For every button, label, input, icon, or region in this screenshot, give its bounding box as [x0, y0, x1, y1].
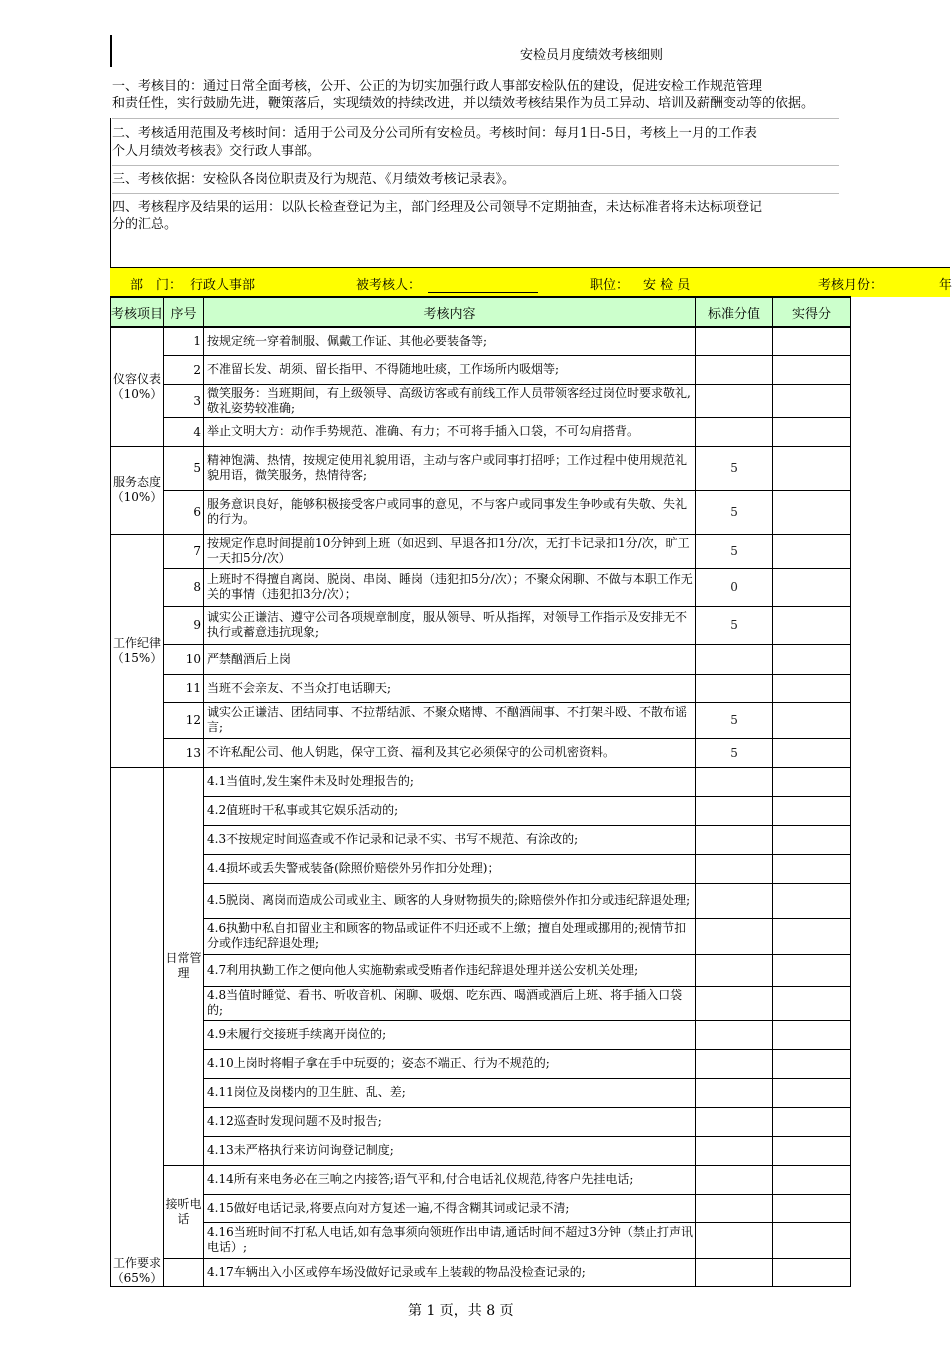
std-score: 5	[696, 534, 773, 568]
actual-score-cell[interactable]	[773, 674, 851, 702]
page-footer: 第 1 页，共 8 页	[408, 1303, 514, 1319]
assessee-label: 被考核人：	[356, 278, 422, 293]
std-score	[696, 674, 773, 702]
category-discipline: 工作纪律（15%）	[111, 534, 164, 767]
actual-score-cell[interactable]	[773, 490, 851, 534]
dept-label: 部 门：	[130, 278, 183, 293]
std-score	[696, 1194, 773, 1222]
row-no: 4	[164, 417, 204, 446]
row-content: 上班时不得擅自离岗、脱岗、串岗、睡岗（违犯扣5分/次）；不聚众闲聊、不做与本职工作无关的事情（违犯扣3分/次）；	[204, 568, 696, 606]
daily-item: 4.5脱岗、离岗而造成公司或业主、顾客的人身财物损失的;除赔偿外作扣分或违纪辞退处理;	[204, 883, 696, 918]
row-no: 11	[164, 674, 204, 702]
row-content: 诚实公正谦洁、团结同事、不拉帮结派、不聚众赌博、不酗酒闹事、不打架斗殴、不散布谣言;	[204, 702, 696, 738]
dept-value: 行政人事部	[190, 278, 256, 293]
assessment-table	[110, 296, 851, 1287]
row-content: 按规定统一穿着制服、佩戴工作证、其他必要装备等;	[204, 327, 696, 355]
header-std-score: 标准分值	[696, 297, 773, 327]
std-score	[696, 1165, 773, 1194]
page-title: 安检员月度绩效考核细则	[520, 48, 664, 63]
row-no: 6	[164, 490, 204, 534]
row-content: 举止文明大方：动作手势规范、准确、有力；不可将手插入口袋，不可勾肩搭背。	[204, 417, 696, 446]
row-no: 3	[164, 384, 204, 417]
intro-p2-line1: 二、考核适用范围及考核时间：适用于公司及分公司所有安检员。考核时间：每月1日-5日，考核上一月的工作表	[112, 126, 757, 141]
intro-separator	[112, 165, 839, 166]
header-actual-score: 实得分	[773, 297, 851, 327]
daily-item: 4.3不按规定时间巡查或不作记录和记录不实、书写不规范、有涂改的;	[204, 825, 696, 854]
actual-score-cell[interactable]	[773, 702, 851, 738]
actual-score-cell[interactable]	[773, 1258, 851, 1286]
actual-score-cell[interactable]	[773, 1078, 851, 1107]
intro-p4-line1: 四、考核程序及结果的运用：以队长检查登记为主，部门经理及公司领导不定期抽查，未达标准者将未达标项登记	[112, 200, 763, 215]
std-score	[696, 825, 773, 854]
intro-p3: 三、考核依据：安检队各岗位职责及行为规范、《月绩效考核记录表》。	[112, 172, 516, 187]
actual-score-cell[interactable]	[773, 918, 851, 954]
row-content: 按规定作息时间提前10分钟到上班（如迟到、早退各扣1分/次，无打卡记录扣1分/次，旷工一天扣5分/次）	[204, 534, 696, 568]
std-score	[696, 1078, 773, 1107]
std-score: 5	[696, 702, 773, 738]
daily-item: 4.4损坏或丢失警戒装备(除照价赔偿外另作扣分处理)；	[204, 854, 696, 883]
subcategory-daily: 日常管理	[164, 767, 204, 1165]
std-score	[696, 986, 773, 1020]
std-score: 5	[696, 490, 773, 534]
position-label: 职位：	[590, 278, 630, 293]
daily-item: 4.12巡查时发现问题不及时报告;	[204, 1107, 696, 1136]
actual-score-cell[interactable]	[773, 644, 851, 674]
std-score: 0	[696, 568, 773, 606]
top-vertical-rule	[110, 35, 112, 67]
intro-separator	[112, 118, 839, 119]
std-score	[696, 767, 773, 796]
month-label: 考核月份：	[818, 278, 884, 293]
phone-item: 4.14所有来电务必在三响之内接答;语气平和,付合电话礼仪规范,待客户先挂电话;	[204, 1165, 696, 1194]
info-bar	[110, 267, 950, 297]
actual-score-cell[interactable]	[773, 1136, 851, 1165]
actual-score-cell[interactable]	[773, 534, 851, 568]
std-score	[696, 883, 773, 918]
phone-item: 4.17车辆出入小区或停车场没做好记录或车上装载的物品没检查记录的;	[204, 1258, 696, 1286]
row-no: 7	[164, 534, 204, 568]
actual-score-cell[interactable]	[773, 568, 851, 606]
actual-score-cell[interactable]	[773, 1107, 851, 1136]
intro-left-border	[110, 118, 111, 268]
actual-score-cell[interactable]	[773, 986, 851, 1020]
category-appearance: 仪容仪表（10%）	[111, 327, 164, 446]
std-score	[696, 918, 773, 954]
daily-item: 4.1当值时,发生案件未及时处理报告的;	[204, 767, 696, 796]
actual-score-cell[interactable]	[773, 417, 851, 446]
header-content: 考核内容	[204, 297, 696, 327]
actual-score-cell[interactable]	[773, 355, 851, 384]
actual-score-cell[interactable]	[773, 327, 851, 355]
std-score	[696, 1107, 773, 1136]
row-no: 13	[164, 738, 204, 767]
daily-item: 4.10上岗时将帽子拿在手中玩耍的；姿态不端正、行为不规范的;	[204, 1049, 696, 1078]
daily-item: 4.13未严格执行来访问询登记制度;	[204, 1136, 696, 1165]
std-score	[696, 417, 773, 446]
year-suffix: 年	[939, 278, 952, 293]
actual-score-cell[interactable]	[773, 384, 851, 417]
std-score	[696, 1136, 773, 1165]
row-no: 2	[164, 355, 204, 384]
actual-score-cell[interactable]	[773, 1020, 851, 1049]
std-score	[696, 1222, 773, 1258]
std-score	[696, 327, 773, 355]
row-content: 精神饱满、热情，按规定使用礼貌用语，主动与客户或同事打招呼；工作过程中使用规范礼貌用语，微笑服务，热情待客;	[204, 446, 696, 490]
daily-item: 4.7利用执勤工作之便向他人实施勒索或受贿者作违纪辞退处理并送公安机关处理;	[204, 954, 696, 986]
std-score	[696, 854, 773, 883]
std-score	[696, 1049, 773, 1078]
intro-p1-line2: 和责任性，实行鼓励先进，鞭策落后，实现绩效的持续改进，并以绩效考核结果作为员工异动、培训及薪酬变动等的依据。	[112, 96, 815, 111]
row-content: 服务意识良好，能够积极接受客户或同事的意见，不与客户或同事发生争吵或有失敬、失礼的行为。	[204, 490, 696, 534]
position-value: 安 检 员	[643, 278, 691, 293]
daily-item: 4.6执勤中私自扣留业主和顾客的物品或证件不归还或不上缴；擅自处理或挪用的;视情节扣分或作违纪辞退处理;	[204, 918, 696, 954]
actual-score-cell[interactable]	[773, 1165, 851, 1194]
actual-score-cell[interactable]	[773, 767, 851, 796]
category-service: 服务态度（10%）	[111, 446, 164, 534]
subcategory-blank	[164, 1258, 204, 1286]
actual-score-cell[interactable]	[773, 825, 851, 854]
actual-score-cell[interactable]	[773, 738, 851, 767]
row-content: 微笑服务：当班期间，有上级领导、高级访客或有前线工作人员带领客经过岗位时要求敬礼,敬礼姿势较准确;	[204, 384, 696, 417]
actual-score-cell[interactable]	[773, 606, 851, 644]
header-no: 序号	[164, 297, 204, 327]
row-no: 1	[164, 327, 204, 355]
std-score	[696, 796, 773, 825]
intro-p2-line2: 个人月绩效考核表》交行政人事部。	[112, 144, 321, 159]
daily-item: 4.8当值时睡觉、看书、听收音机、闲聊、吸烟、吃东西、喝酒或酒后上班、将手插入口袋的;	[204, 986, 696, 1020]
row-content: 不准留长发、胡须、留长指甲、不得随地吐痰，工作场所内吸烟等;	[204, 355, 696, 384]
row-no: 5	[164, 446, 204, 490]
row-content: 严禁酗酒后上岗	[204, 644, 696, 674]
std-score	[696, 644, 773, 674]
header-item: 考核项目	[111, 297, 164, 327]
std-score	[696, 1020, 773, 1049]
intro-separator	[112, 193, 839, 194]
actual-score-cell[interactable]	[773, 854, 851, 883]
std-score	[696, 384, 773, 417]
row-no: 10	[164, 644, 204, 674]
intro-p1-line1: 一、考核目的：通过日常全面考核，公开、公正的为切实加强行政人事部安检队伍的建设，促进安检工作规范管理	[112, 79, 763, 94]
std-score	[696, 954, 773, 986]
actual-score-cell[interactable]	[773, 883, 851, 918]
phone-item: 4.15做好电话记录,将要点向对方复述一遍,不得含糊其词或记录不清;	[204, 1194, 696, 1222]
row-no: 12	[164, 702, 204, 738]
std-score: 5	[696, 446, 773, 490]
intro-p4-line2: 分的汇总。	[112, 217, 178, 232]
std-score	[696, 355, 773, 384]
actual-score-cell[interactable]	[773, 1049, 851, 1078]
row-content: 当班不会亲友、不当众打电话聊天;	[204, 674, 696, 702]
daily-item: 4.2值班时干私事或其它娱乐活动的;	[204, 796, 696, 825]
actual-score-cell[interactable]	[773, 796, 851, 825]
row-content: 诚实公正谦洁、遵守公司各项规章制度，服从领导、听从指挥，对领导工作指示及安排无不执行或蓄意违抗现象;	[204, 606, 696, 644]
row-content: 不许私配公司、他人钥匙，保守工资、福利及其它必须保守的公司机密资料。	[204, 738, 696, 767]
row-no: 9	[164, 606, 204, 644]
category-work-requirements: 工作要求（65%）	[111, 767, 164, 1286]
std-score: 5	[696, 738, 773, 767]
std-score: 5	[696, 606, 773, 644]
actual-score-cell[interactable]	[773, 1194, 851, 1222]
phone-item: 4.16当班时间不打私人电话,如有急事须向领班作出申请,通话时间不超过3分钟（禁止打声讯电话）;	[204, 1222, 696, 1258]
subcategory-phone: 接听电话	[164, 1165, 204, 1258]
row-no: 8	[164, 568, 204, 606]
daily-item: 4.11岗位及岗楼内的卫生脏、乱、差;	[204, 1078, 696, 1107]
std-score	[696, 1258, 773, 1286]
actual-score-cell[interactable]	[773, 954, 851, 986]
actual-score-cell[interactable]	[773, 1222, 851, 1258]
actual-score-cell[interactable]	[773, 446, 851, 490]
daily-item: 4.9未履行交接班手续离开岗位的;	[204, 1020, 696, 1049]
